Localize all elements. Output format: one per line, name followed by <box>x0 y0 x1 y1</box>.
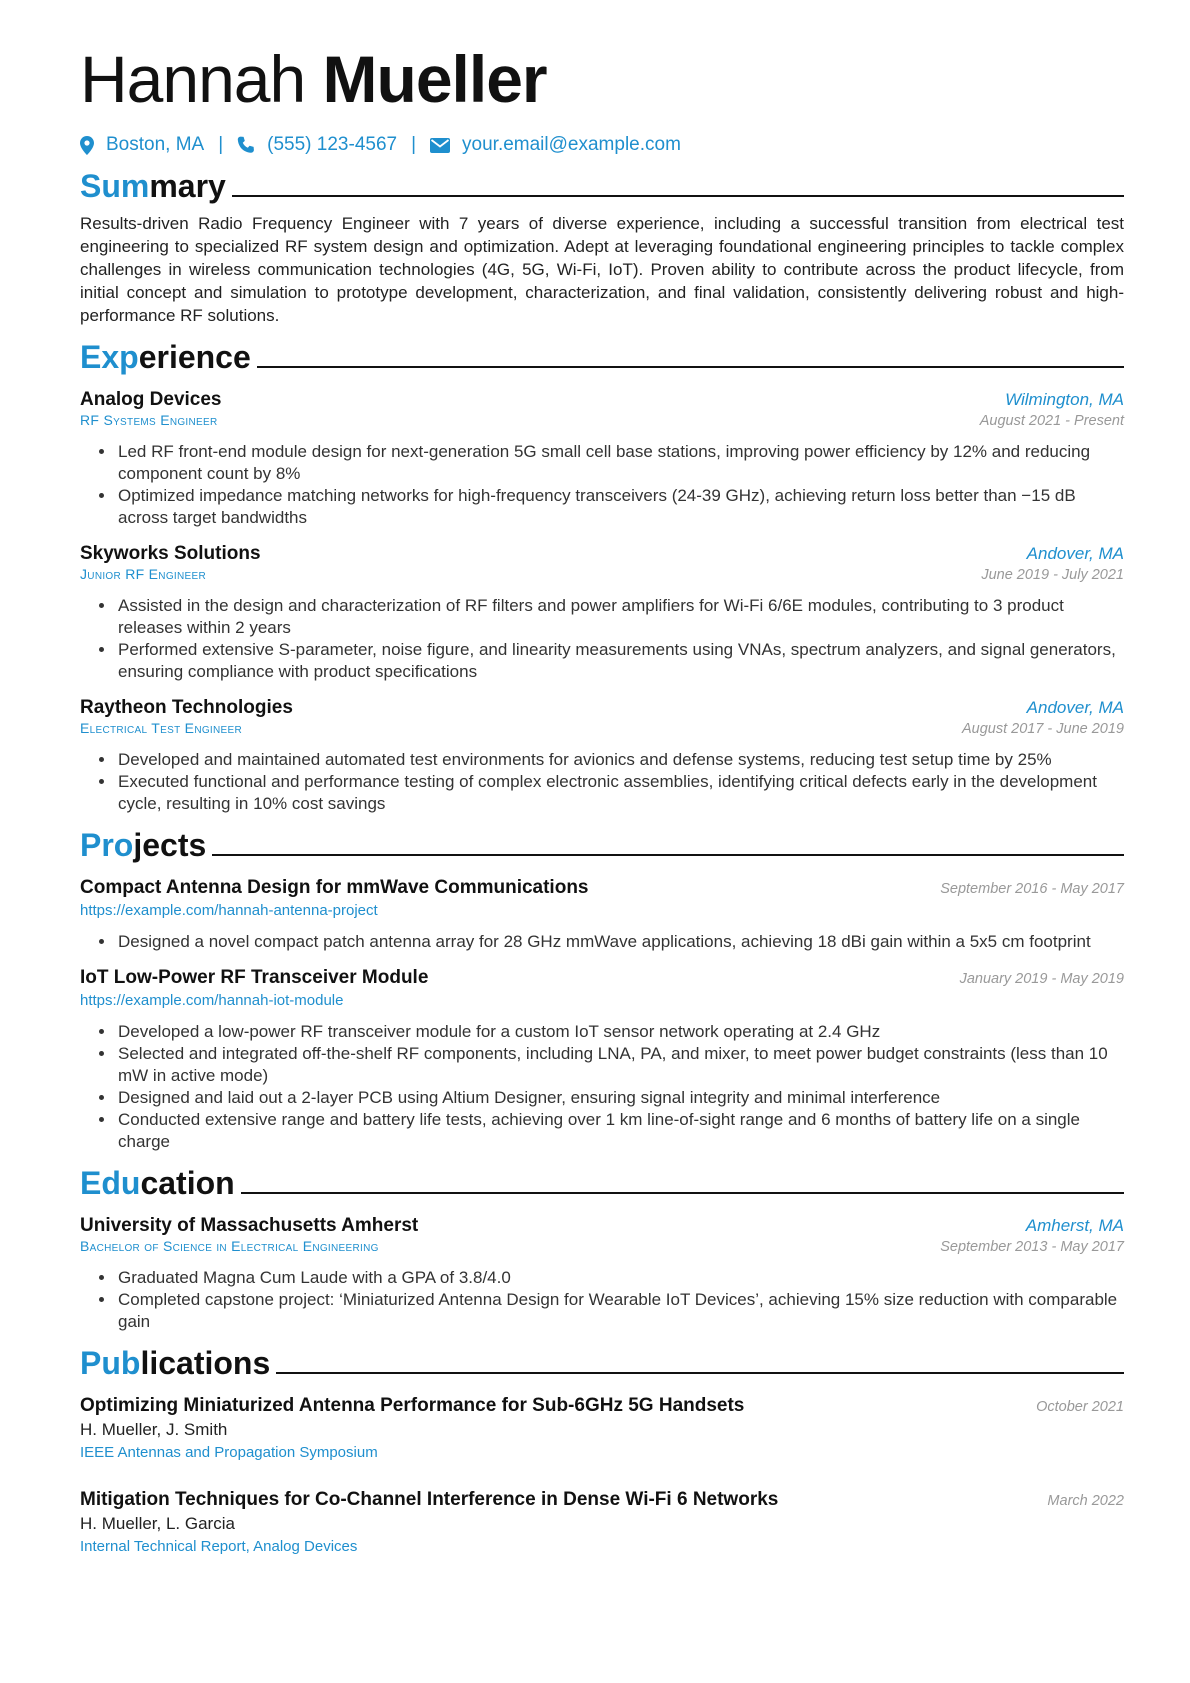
publication-venue: IEEE Antennas and Propagation Symposium <box>80 1444 378 1461</box>
summary-text: Results-driven Radio Frequency Engineer with 7 years of diverse experience, including a successful transition from electrical test engineering to specialized RF system design and optimization. Adept at leveraging foundational engineering principles to tackle complex challenges in wireless communication technologies (4G, 5G, Wi-Fi, IoT). Proven ability to contribute across the product lifecycle, from initial concept and simulation to prototype development, characterization, and final validation, consistently delivering robust and high-performance RF solutions. <box>80 214 1124 325</box>
education-entry <box>80 1215 1124 1333</box>
school-location: Amherst, MA <box>1025 1216 1124 1235</box>
summary-heading: Summary <box>80 168 1124 204</box>
project-dates: January 2019 - May 2019 <box>959 971 1124 987</box>
publication-date: October 2021 <box>1036 1399 1124 1415</box>
contact-phone[interactable] <box>237 134 397 156</box>
project-title: IoT Low-Power RF Transceiver Module <box>80 967 429 988</box>
bullet-item: • Conducted extensive range and battery life tests, achieving over 1 km line-of-sight range and 6 months of battery life on a single charge <box>116 1109 1124 1153</box>
contact-separator: | <box>218 134 224 155</box>
last-name: Mueller <box>322 42 547 116</box>
experience-entry <box>80 389 1124 529</box>
envelope-icon <box>430 138 450 153</box>
job-title: RF Systems Engineer <box>80 412 218 428</box>
bullet-item: • Optimized impedance matching networks for high-frequency transceivers (24-39 GHz), achieving return loss better than −15 dB across target bandwidths <box>116 485 1124 529</box>
job-dates: August 2017 - June 2019 <box>961 721 1124 737</box>
company-name: Skyworks Solutions <box>80 543 261 564</box>
publication-authors: H. Mueller, L. Garcia <box>80 1514 235 1533</box>
phone-icon <box>237 136 255 154</box>
contact-email[interactable] <box>430 134 681 156</box>
education-heading: Education <box>80 1165 1124 1201</box>
section-rule <box>276 1372 1124 1374</box>
bullet-item: • Executed functional and performance testing of complex electronic assemblies, identifying critical defects early in the development cycle, resulting in 10% cost savings <box>116 771 1124 815</box>
contact-separator: | <box>411 134 417 155</box>
degree: Bachelor of Science in Electrical Engineering <box>80 1238 379 1254</box>
bullet-item: • Developed a low-power RF transceiver module for a custom IoT sensor network operating at 2.4 GHz <box>116 1021 1124 1043</box>
project-entry <box>80 967 1124 1153</box>
section-rule <box>257 366 1124 368</box>
bullet-list <box>80 1267 1124 1333</box>
project-link[interactable]: https://example.com/hannah-iot-module <box>80 992 344 1009</box>
bullet-item: • Selected and integrated off-the-shelf RF components, including LNA, PA, and mixer, to meet power budget constraints (less than 10 mW in active mode) <box>116 1043 1124 1087</box>
job-location: Wilmington, MA <box>1005 390 1124 409</box>
projects-heading: Projects <box>80 827 1124 863</box>
contact-location <box>80 134 204 156</box>
experience-heading: Experience <box>80 339 1124 375</box>
bullet-list <box>80 595 1124 683</box>
job-title: Electrical Test Engineer <box>80 720 242 736</box>
company-name: Analog Devices <box>80 389 222 410</box>
first-name: Hannah <box>80 42 306 116</box>
phone-text: (555) 123-4567 <box>267 134 398 155</box>
bullet-list <box>80 441 1124 529</box>
publications-heading: Publications <box>80 1345 1124 1381</box>
bullet-item: • Completed capstone project: ‘Miniaturized Antenna Design for Wearable IoT Devices’, achieving 15% size reduction with comparable gain <box>116 1289 1124 1333</box>
job-location: Andover, MA <box>1026 698 1124 717</box>
bullet-item: • Designed a novel compact patch antenna array for 28 GHz mmWave applications, achieving 18 dBi gain within a 5x5 cm footprint <box>116 931 1124 953</box>
bullet-list <box>80 931 1124 953</box>
company-name: Raytheon Technologies <box>80 697 293 718</box>
project-entry <box>80 877 1124 953</box>
education-dates: September 2013 - May 2017 <box>940 1239 1124 1255</box>
publication-entry <box>80 1489 1124 1555</box>
map-pin-icon <box>80 136 94 155</box>
bullet-list <box>80 749 1124 815</box>
experience-entry <box>80 697 1124 815</box>
bullet-item: • Developed and maintained automated test environments for avionics and defense systems, reducing test setup time by 25% <box>116 749 1124 771</box>
contact-bar <box>80 134 1124 156</box>
job-dates: August 2021 - Present <box>979 413 1124 429</box>
publication-entry <box>80 1395 1124 1461</box>
bullet-item: • Assisted in the design and characterization of RF filters and power amplifiers for Wi-Fi 6/6E modules, contributing to 3 product releases within 2 years <box>116 595 1124 639</box>
publication-date: March 2022 <box>1047 1493 1124 1509</box>
job-dates: June 2019 - July 2021 <box>981 567 1124 583</box>
section-rule <box>232 195 1124 197</box>
email-link: your.email@example.com <box>462 134 681 155</box>
bullet-item: • Led RF front-end module design for next-generation 5G small cell base stations, improving power efficiency by 12% and reducing component count by 8% <box>116 441 1124 485</box>
job-title: Junior RF Engineer <box>80 566 206 582</box>
project-title: Compact Antenna Design for mmWave Communications <box>80 877 589 898</box>
publication-title: Mitigation Techniques for Co-Channel Interference in Dense Wi-Fi 6 Networks <box>80 1489 779 1510</box>
publication-venue: Internal Technical Report, Analog Devices <box>80 1538 358 1555</box>
project-dates: September 2016 - May 2017 <box>940 881 1124 897</box>
publication-authors: H. Mueller, J. Smith <box>80 1420 228 1439</box>
project-link[interactable]: https://example.com/hannah-antenna-project <box>80 902 378 919</box>
bullet-item: • Designed and laid out a 2-layer PCB using Altium Designer, ensuring signal integrity and minimal interference <box>116 1087 1124 1109</box>
location-text: Boston, MA <box>106 134 205 155</box>
candidate-name <box>80 40 1124 118</box>
bullet-list <box>80 1021 1124 1153</box>
school-name: University of Massachusetts Amherst <box>80 1215 419 1236</box>
job-location: Andover, MA <box>1026 544 1124 563</box>
experience-entry <box>80 543 1124 683</box>
section-rule <box>241 1192 1124 1194</box>
bullet-item: • Graduated Magna Cum Laude with a GPA of 3.8/4.0 <box>116 1267 1124 1289</box>
bullet-item: • Performed extensive S-parameter, noise figure, and linearity measurements using VNAs, spectrum analyzers, and signal generators, ensuring compliance with product specifications <box>116 639 1124 683</box>
publication-title: Optimizing Miniaturized Antenna Performance for Sub-6GHz 5G Handsets <box>80 1395 745 1416</box>
section-rule <box>212 854 1124 856</box>
